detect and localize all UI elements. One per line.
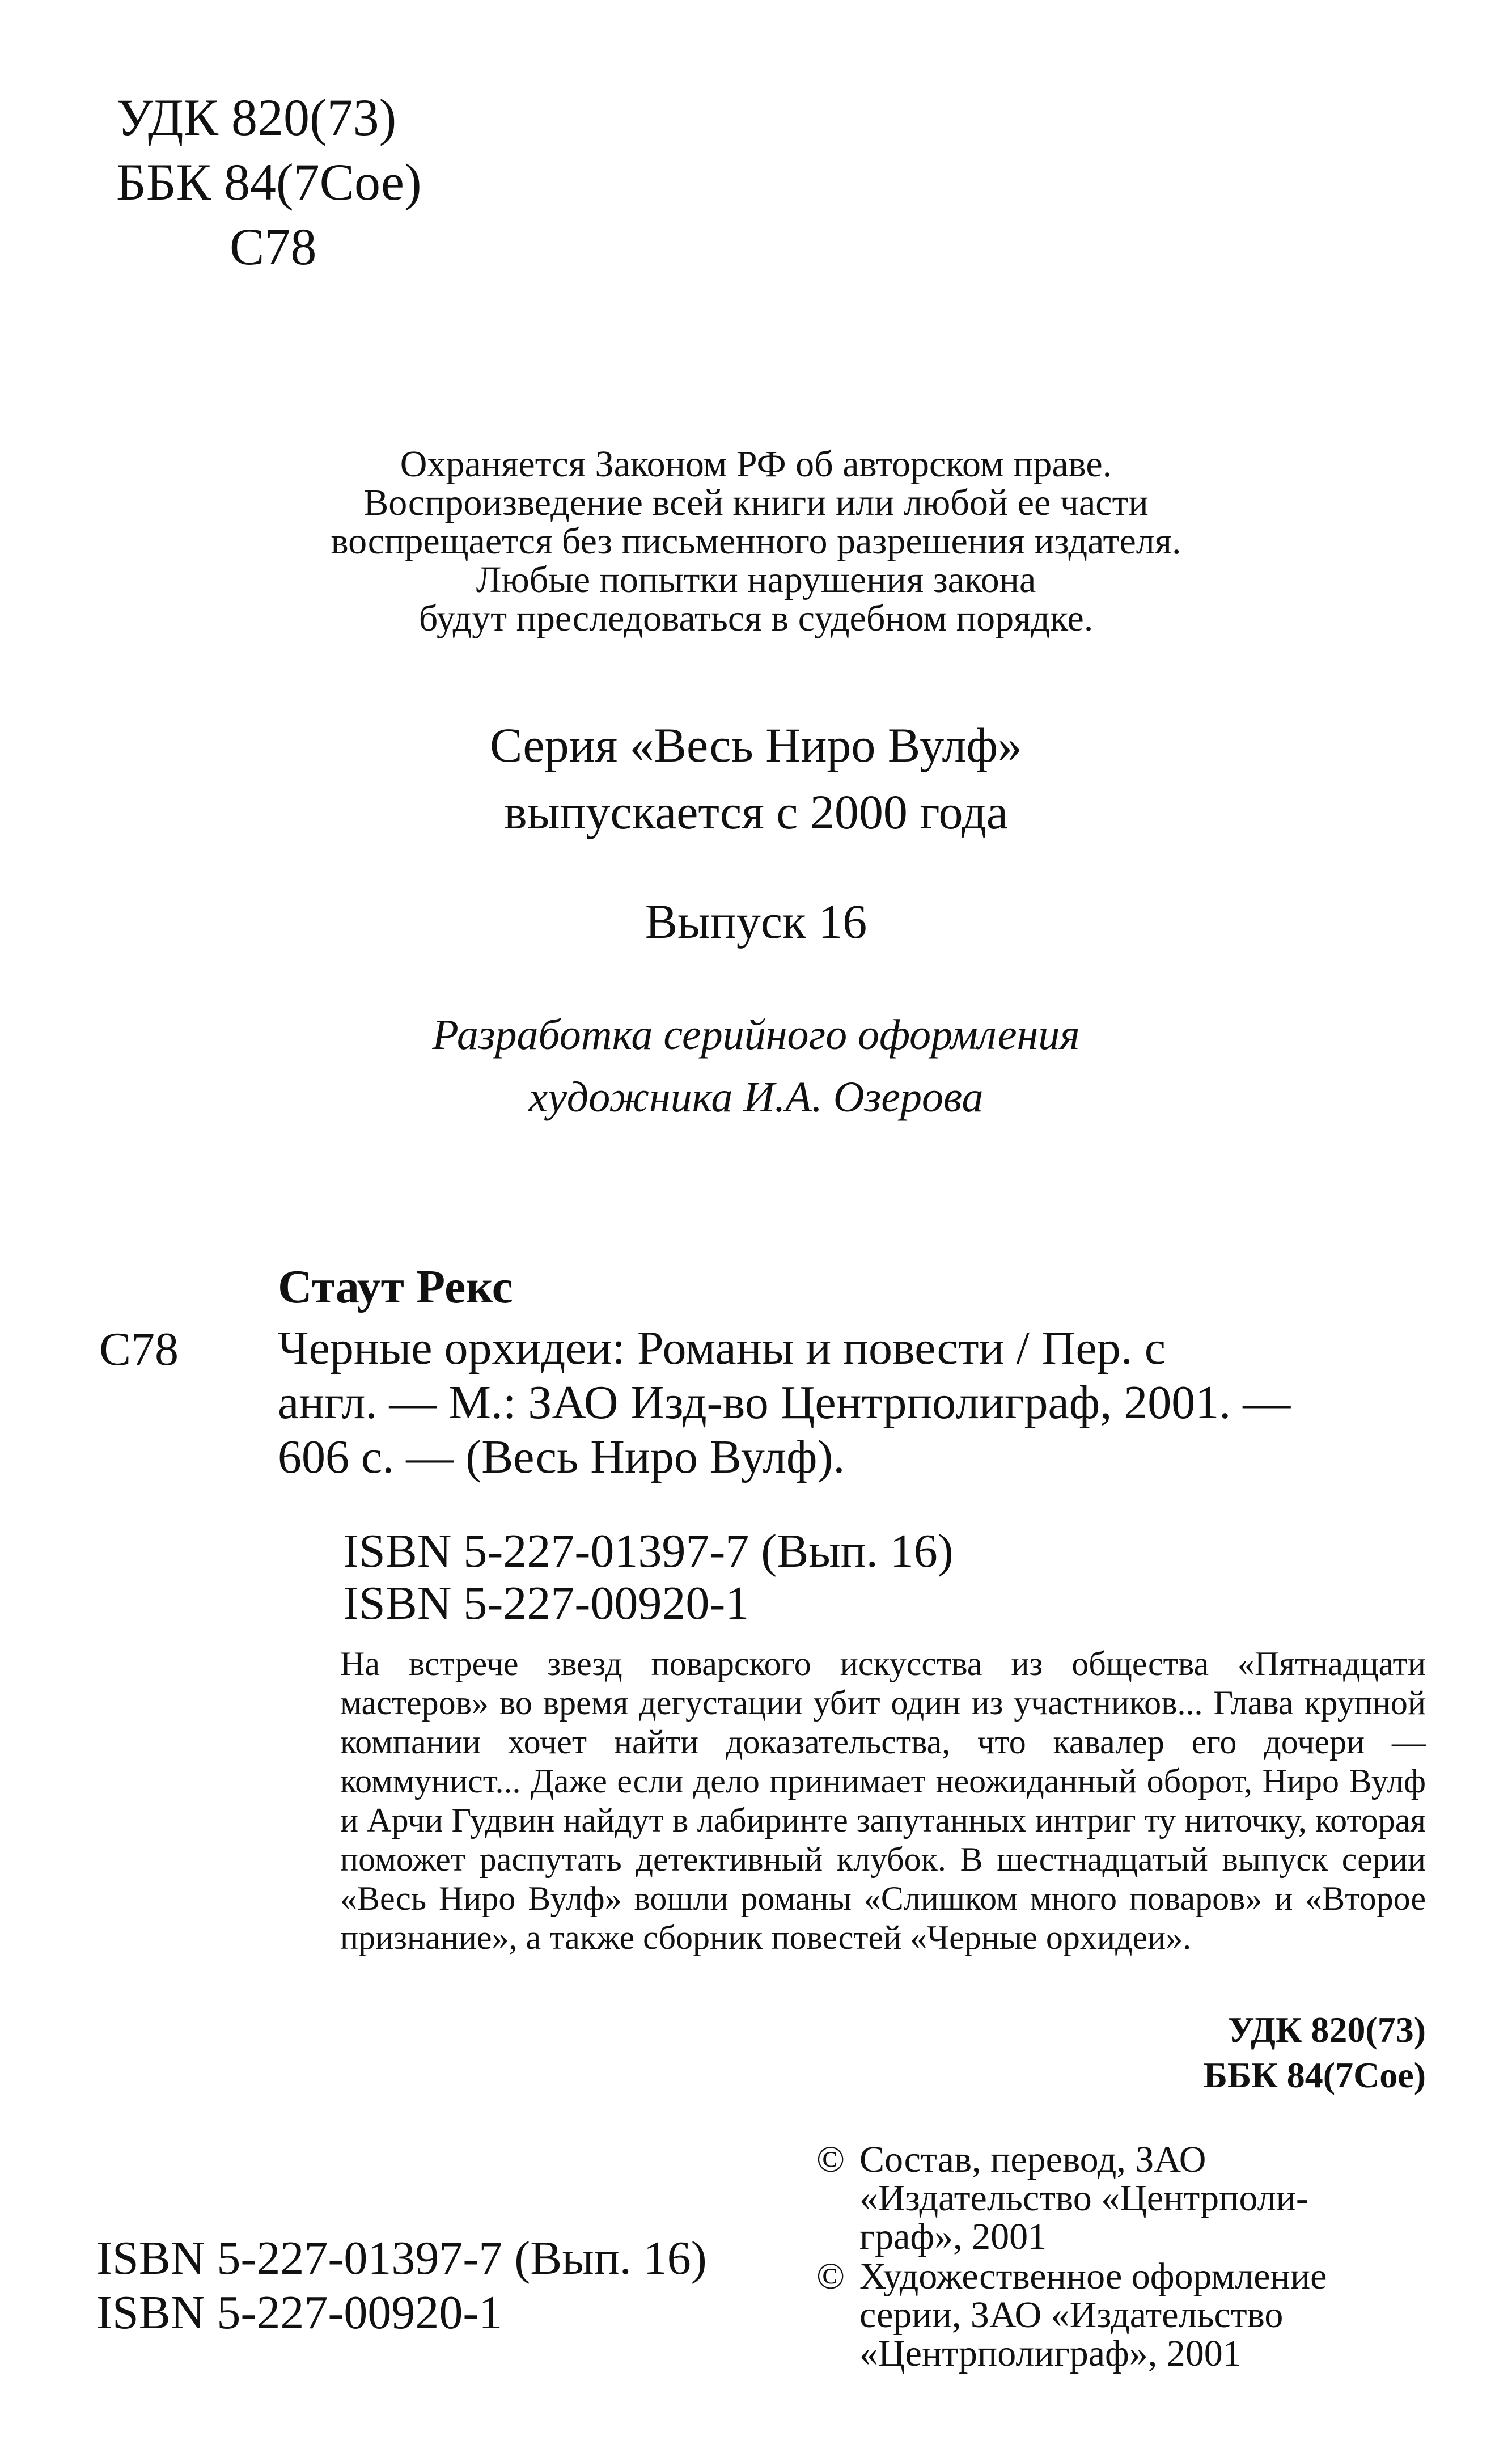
bbk-code: ББК 84(7Сое) [116,153,422,211]
isbn-line: ISBN 5-227-00920-1 [96,2286,503,2339]
isbn-line: ISBN 5-227-01397-7 (Вып. 16) [96,2232,707,2285]
udk-code: УДК 820(73) [116,88,397,146]
copyright-line: Художественное оформление [859,2256,1327,2297]
copyright-line: Состав, перевод, ЗАО [859,2139,1206,2180]
series-title: Серия «Весь Ниро Вулф» [490,718,1022,772]
copyright-text [859,2257,1327,2373]
isbn-list-bottom [96,2231,707,2340]
design-credit-line: Разработка серийного оформления [432,1011,1080,1059]
series-info [0,712,1512,845]
notice-line: будут преследоваться в судебном порядке. [418,598,1094,639]
copyright-symbol: © [816,2139,845,2180]
notice-line: Охраняется Законом РФ об авторском праве. [400,443,1112,485]
copyright-line: «Центрполиграф», 2001 [859,2333,1242,2374]
series-since: выпускается с 2000 года [503,785,1009,839]
notice-line: Воспроизведение всей книги или любой ее части [363,482,1149,523]
description-line: англ. — М.: ЗАО Изд-во Центрполиграф, 2001. — [278,1376,1291,1429]
bibliographic-description [278,1321,1290,1484]
udk-classification-top [116,85,422,279]
author-cipher: С78 [230,218,317,276]
copyright-entry [816,2141,1327,2256]
isbn-line: ISBN 5-227-01397-7 (Вып. 16) [343,1525,954,1577]
copyright-statements [816,2141,1327,2373]
copyright-symbol: © [816,2256,845,2297]
issue-number: Выпуск 16 [645,894,867,949]
isbn-line: ISBN 5-227-00920-1 [343,1577,749,1630]
description-line: Черные орхидеи: Романы и повести / Пер. с [278,1322,1166,1374]
design-credit-line: художника И.А. Озерова [528,1073,984,1121]
notice-line: воспрещается без письменного разрешения издателя. [331,521,1181,562]
copyright-text [859,2141,1327,2256]
copyright-entry [816,2257,1327,2373]
notice-line: Любые попытки нарушения закона [476,559,1036,600]
udk-code: УДК 820(73) [1227,2010,1426,2050]
design-credit [0,1004,1512,1128]
copyright-line: граф», 2001 [859,2216,1047,2257]
author-name: Стаут Рекс [278,1261,513,1313]
copyright-notice [0,445,1512,638]
bibliographic-cipher: С78 [99,1323,179,1376]
annotation-paragraph: На встрече звезд поварского искусства из общества «Пятнадцати мастеров» во время дегустации убит один из участников... Глава крупной компании хочет найти доказательства, что кавалер его дочери — коммунист... Даже если дело принимает неожиданный оборот, Ниро Вулф и Арчи Гудвин найдут в лабиринте запутанных интриг ту ниточку, которая поможет распутать детективный клубок. В шестнадцатый выпуск серии «Весь Ниро Вулф» вошли романы «Слишком много поваров» и «Второе признание», а также сборник повестей «Черные орхидеи». [340,1645,1426,1956]
bbk-code: ББК 84(7Сое) [1203,2055,1426,2095]
copyright-line: серии, ЗАО «Издательство [859,2294,1284,2336]
copyright-line: «Издательство «Центрполи- [859,2177,1308,2219]
isbn-list [343,1525,954,1630]
description-line: 606 с. — (Весь Ниро Вулф). [278,1431,845,1483]
udk-classification-bottom [1020,2007,1426,2098]
